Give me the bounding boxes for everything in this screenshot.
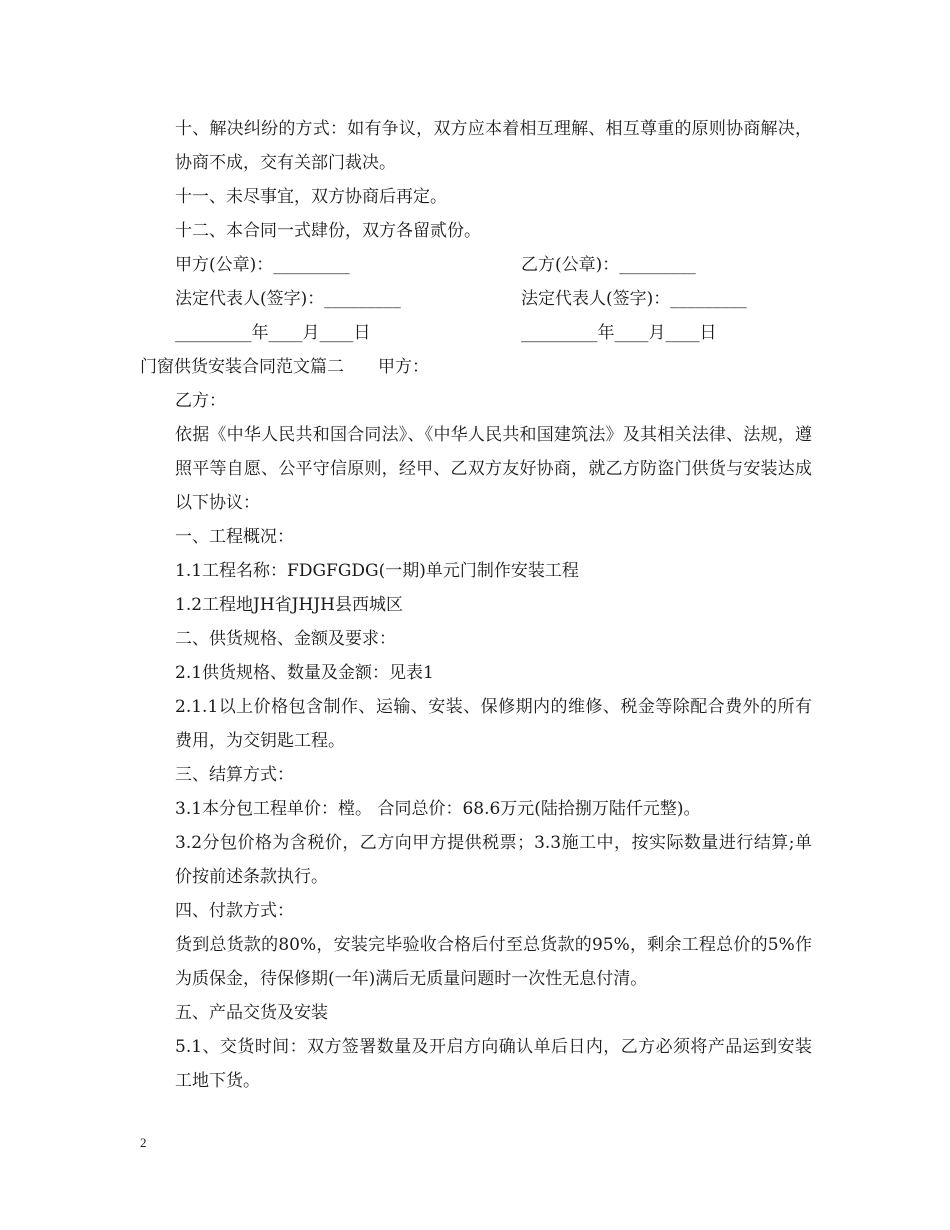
heading-2: 二、供货规格、金额及要求：	[175, 629, 396, 649]
item-1-2: 1.2工程地JH省JHJH县西城区	[175, 595, 403, 615]
clause-10: 十、解决纠纷的方式：如有争议，双方应本着相互理解、相互尊重的原则协商解决，协商不成，交有关部门裁决。	[175, 119, 812, 173]
item-4: 货到总货款的80%，安装完毕验收合格后付至总货款的95%，剩余工程总价的5%作为质保金，待保修期(一年)满后无质量问题时一次性无息付清。	[175, 935, 812, 989]
clause-12: 十二、本合同一式肆份，双方各留贰份。	[175, 221, 481, 241]
party-b-label: 乙方：	[175, 391, 226, 411]
page-number: 2	[140, 1135, 147, 1150]
party-b-seal: 乙方(公章)：_________	[521, 255, 696, 275]
item-1-1: 1.1工程名称：FDGFGDG(一期)单元门制作安装工程	[175, 561, 579, 581]
party-a-representative: 法定代表人(签字)：_________	[175, 289, 401, 309]
signature-row-seal	[140, 248, 812, 282]
signature-row-date	[140, 316, 812, 350]
party-a-date: _________年____月____日	[175, 323, 371, 343]
heading-3: 三、结算方式：	[175, 765, 294, 785]
item-2-1-1: 2.1.1以上价格包含制作、运输、安装、保修期内的维修、税金等除配合费外的所有费用，为交钥匙工程。	[175, 697, 812, 751]
item-3-1: 3.1本分包工程单价：樘。 合同总价：68.6万元(陆拾捌万陆仟元整)。	[175, 799, 701, 819]
intro-paragraph: 依据《中华人民共和国合同法》、《中华人民共和国建筑法》及其相关法律、法规，遵照平等自愿、公平守信原则，经甲、乙双方友好协商，就乙方防盗门供货与安装达成以下协议：	[175, 425, 812, 513]
heading-4: 四、付款方式：	[175, 901, 294, 921]
heading-5: 五、产品交货及安装	[175, 1003, 328, 1023]
signature-row-rep	[140, 282, 812, 316]
party-b-date: _________年____月____日	[521, 323, 717, 343]
item-3-2: 3.2分包价格为含税价，乙方向甲方提供税票；3.3施工中，按实际数量进行结算;单价按前述条款执行。	[175, 833, 812, 887]
clause-11: 十一、未尽事宜，双方协商后再定。	[175, 187, 447, 207]
party-a-seal: 甲方(公章)：_________	[175, 255, 350, 275]
item-5-1: 5.1、交货时间：双方签署数量及开启方向确认单后日内，乙方必须将产品运到安装工地下货。	[175, 1037, 812, 1091]
document-body	[140, 112, 812, 1098]
party-b-representative: 法定代表人(签字)：_________	[521, 289, 747, 309]
section-title: 门窗供货安装合同范文篇二 甲方：	[140, 357, 429, 377]
item-2-1: 2.1供货规格、数量及金额：见表1	[175, 663, 434, 683]
heading-1: 一、工程概况：	[175, 527, 294, 547]
